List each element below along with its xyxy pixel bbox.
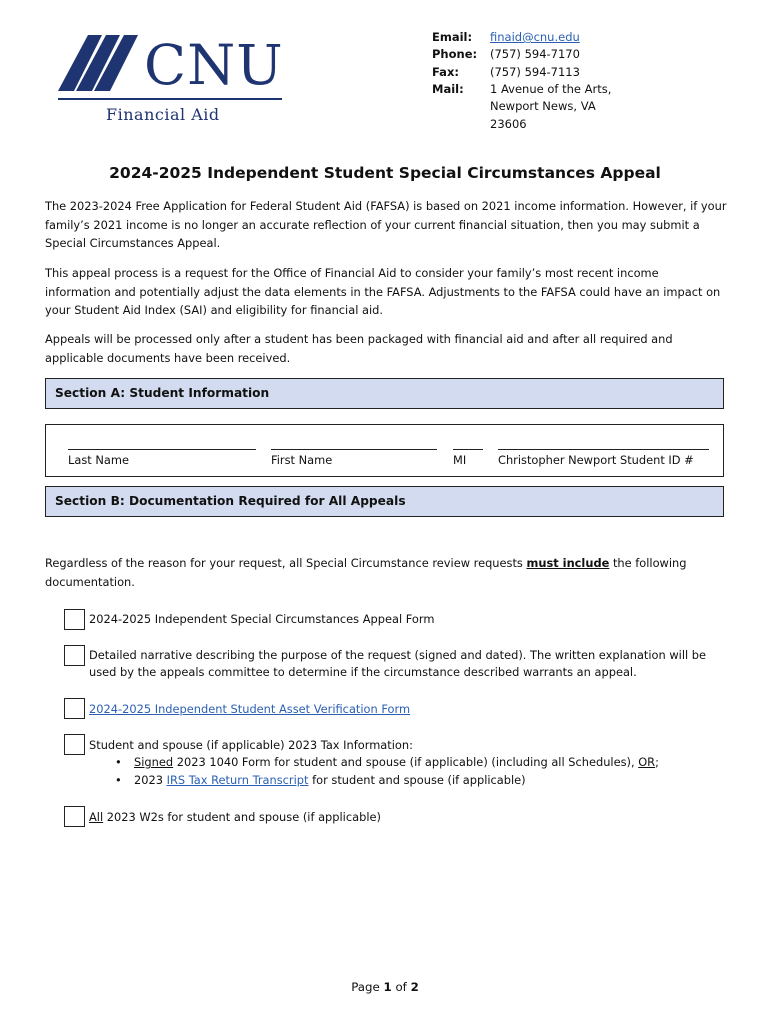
email-link[interactable]: finaid@cnu.edu	[490, 30, 580, 44]
checkbox-appeal-form[interactable]	[64, 609, 85, 630]
mail-label: Mail:	[432, 81, 464, 96]
tax-bullet-1-end: ;	[655, 755, 659, 769]
last-name-field[interactable]	[68, 449, 256, 450]
intro-paragraph-1: The 2023-2024 Free Application for Federal Student Aid (FAFSA) is based on 2021 income information. However, if your family’s 2021 income is no longer an accurate reflection of your current financial situation, then you may submit a Special Circumstances Appeal.	[45, 199, 727, 251]
w2s-text: 2023 W2s for student and spouse (if applicable)	[103, 810, 381, 824]
all-text: All	[89, 810, 104, 824]
intro-paragraph-2: This appeal process is a request for the Office of Financial Aid to consider your family’s most recent income information and potentially adjust the data elements in the FAFSA. Adjustments to the FAFSA could have an impact on your Student Aid Index (SAI) and eligibility for financial aid.	[45, 266, 721, 318]
email-label: Email:	[432, 30, 473, 44]
first-name-label: First Name	[271, 453, 333, 467]
checkbox-narrative[interactable]	[64, 645, 85, 666]
tax-bullet-2-text: for student and spouse (if applicable)	[308, 773, 526, 787]
tax-bullet-2	[134, 772, 734, 789]
checkbox-tax-info[interactable]	[64, 734, 85, 755]
page-number	[0, 980, 770, 994]
mail-line-3: 23606	[490, 116, 527, 131]
phone-label: Phone:	[432, 47, 478, 62]
intro-text: Regardless of the reason for your request, all Special Circumstance review requests	[45, 556, 527, 570]
checklist-item-narrative: Detailed narrative describing the purpose of the request (signed and dated). The written explanation will be used by the appeals committee to determine if the circumstance described warrants an appeal.	[89, 648, 707, 680]
section-b-header: Section B: Documentation Required for All Appeals	[45, 486, 724, 517]
checklist-item-appeal-form: 2024-2025 Independent Special Circumstances Appeal Form	[89, 612, 435, 626]
logo-stripes-icon	[58, 35, 138, 93]
bullet-icon: •	[115, 755, 122, 769]
current-page: 1	[383, 980, 392, 994]
signed-text: Signed	[134, 755, 174, 769]
page-of: of	[391, 980, 411, 994]
checkbox-asset-verification[interactable]	[64, 698, 85, 719]
fax-value: (757) 594-7113	[490, 64, 580, 79]
student-info-box	[45, 424, 724, 477]
must-include-text: must include	[526, 556, 610, 570]
intro-text-end: the following documentation.	[45, 556, 687, 589]
or-text: OR	[638, 755, 656, 769]
tax-bullet-2-prefix: 2023	[134, 773, 167, 787]
bullet-icon: •	[115, 773, 122, 787]
cnu-logo	[58, 33, 282, 128]
irs-transcript-link[interactable]: IRS Tax Return Transcript	[166, 773, 309, 787]
checklist-item-tax-info: Student and spouse (if applicable) 2023 Tax Information:	[89, 738, 413, 752]
tax-bullet-1	[134, 754, 734, 771]
total-pages: 2	[410, 980, 419, 994]
phone-value: (757) 594-7170	[490, 47, 580, 62]
mi-label: MI	[453, 453, 467, 467]
asset-verification-link[interactable]: 2024-2025 Independent Student Asset Verification Form	[89, 702, 411, 716]
contact-block	[432, 29, 652, 134]
checkbox-w2s[interactable]	[64, 806, 85, 827]
logo-wordmark: CNU	[144, 33, 284, 97]
section-b-intro	[45, 554, 727, 591]
mail-line-1: 1 Avenue of the Arts,	[490, 81, 612, 96]
logo-divider	[58, 98, 282, 100]
student-id-field[interactable]	[498, 449, 709, 450]
mail-line-2: Newport News, VA	[490, 99, 596, 114]
last-name-label: Last Name	[68, 453, 129, 467]
section-a-header: Section A: Student Information	[45, 378, 724, 409]
page-prefix: Page	[351, 980, 384, 994]
first-name-field[interactable]	[271, 449, 437, 450]
page-title: 2024-2025 Independent Student Special Circumstances Appeal	[109, 164, 661, 182]
logo-subtitle: Financial Aid	[106, 105, 220, 124]
mi-field[interactable]	[453, 449, 483, 450]
checklist-item-w2s	[89, 809, 719, 826]
intro-paragraph-3: Appeals will be processed only after a student has been packaged with financial aid and after all required and applicable documents have been received.	[45, 332, 673, 365]
fax-label: Fax:	[432, 64, 459, 79]
student-id-label: Christopher Newport Student ID #	[498, 453, 694, 467]
tax-bullet-1-text: 2023 1040 Form for student and spouse (if applicable) (including all Schedules),	[173, 755, 639, 769]
